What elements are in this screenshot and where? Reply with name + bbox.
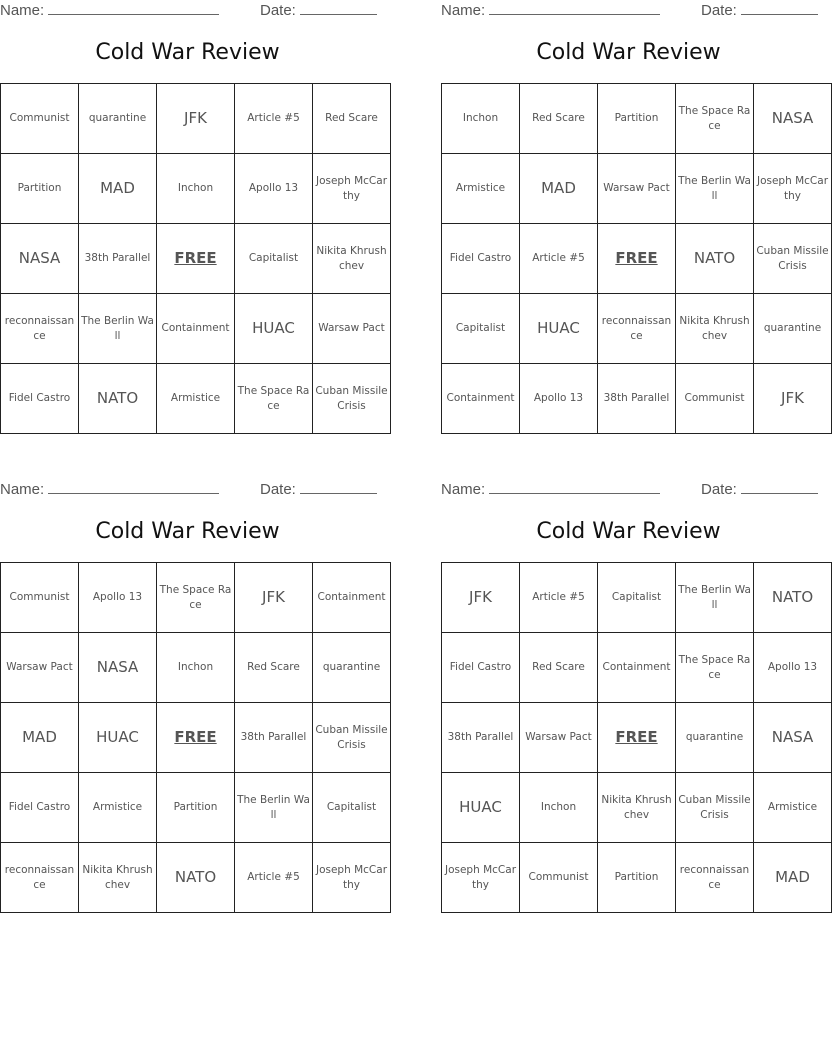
bingo-cell: Nikita Khrushchev bbox=[676, 294, 754, 364]
grid-row bbox=[1, 154, 391, 224]
name-label: Name: bbox=[0, 481, 45, 498]
bingo-cell: HUAC bbox=[79, 703, 157, 773]
grid-row bbox=[442, 563, 832, 633]
bingo-cell: Cuban Missile Crisis bbox=[313, 364, 391, 434]
bingo-cell: Joseph McCarthy bbox=[313, 843, 391, 913]
date-label: Date: bbox=[260, 2, 296, 19]
card-title: Cold War Review bbox=[536, 519, 721, 544]
bingo-cell: Communist bbox=[676, 364, 754, 434]
grid-row bbox=[1, 224, 391, 294]
bingo-cell: The Space Race bbox=[676, 633, 754, 703]
bingo-cell: MAD bbox=[1, 703, 79, 773]
bingo-cell: reconnaissance bbox=[1, 294, 79, 364]
bingo-cell: Partition bbox=[598, 84, 676, 154]
bingo-cell: Capitalist bbox=[442, 294, 520, 364]
grid-row bbox=[442, 224, 832, 294]
bingo-grid bbox=[0, 562, 391, 913]
bingo-grid bbox=[441, 83, 832, 434]
bingo-cell: Apollo 13 bbox=[520, 364, 598, 434]
name-label: Name: bbox=[0, 2, 45, 19]
bingo-cell: Armistice bbox=[157, 364, 235, 434]
date-line bbox=[741, 1, 818, 15]
bingo-cell: The Berlin Wall bbox=[235, 773, 313, 843]
bingo-cell: JFK bbox=[754, 364, 832, 434]
name-field[interactable] bbox=[0, 480, 219, 498]
grid-row bbox=[1, 633, 391, 703]
date-label: Date: bbox=[701, 481, 737, 498]
grid-row bbox=[1, 843, 391, 913]
bingo-cell: Warsaw Pact bbox=[313, 294, 391, 364]
bingo-cell: Nikita Khrushchev bbox=[313, 224, 391, 294]
bingo-cell: 38th Parallel bbox=[598, 364, 676, 434]
bingo-cell: NASA bbox=[1, 224, 79, 294]
bingo-cell: Warsaw Pact bbox=[520, 703, 598, 773]
bingo-cell: NASA bbox=[754, 703, 832, 773]
bingo-cell: reconnaissance bbox=[1, 843, 79, 913]
date-field[interactable] bbox=[701, 480, 818, 498]
bingo-cell: Communist bbox=[520, 843, 598, 913]
bingo-cell: Red Scare bbox=[520, 633, 598, 703]
name-line bbox=[48, 480, 219, 494]
card-header bbox=[0, 0, 375, 22]
grid-row bbox=[442, 773, 832, 843]
grid-row bbox=[1, 294, 391, 364]
bingo-cell: NATO bbox=[754, 563, 832, 633]
grid-row bbox=[1, 84, 391, 154]
bingo-cell: NATO bbox=[157, 843, 235, 913]
bingo-cell: Fidel Castro bbox=[442, 633, 520, 703]
grid-row bbox=[442, 364, 832, 434]
bingo-cell: Partition bbox=[157, 773, 235, 843]
name-field[interactable] bbox=[441, 1, 660, 19]
bingo-cell: Fidel Castro bbox=[442, 224, 520, 294]
bingo-cell: The Space Race bbox=[676, 84, 754, 154]
date-line bbox=[300, 480, 377, 494]
bingo-cell: Communist bbox=[1, 563, 79, 633]
bingo-cell: Nikita Khrushchev bbox=[598, 773, 676, 843]
bingo-cell: Article #5 bbox=[235, 84, 313, 154]
bingo-cell: Red Scare bbox=[235, 633, 313, 703]
bingo-grid bbox=[441, 562, 832, 913]
bingo-cell: HUAC bbox=[235, 294, 313, 364]
bingo-cell: Warsaw Pact bbox=[598, 154, 676, 224]
bingo-cell: Armistice bbox=[442, 154, 520, 224]
bingo-cell: Joseph McCarthy bbox=[754, 154, 832, 224]
bingo-cell: NASA bbox=[79, 633, 157, 703]
free-space-cell: FREE bbox=[598, 703, 676, 773]
bingo-cell: Fidel Castro bbox=[1, 364, 79, 434]
grid-row bbox=[1, 773, 391, 843]
name-field[interactable] bbox=[441, 480, 660, 498]
bingo-cell: MAD bbox=[79, 154, 157, 224]
bingo-cell: JFK bbox=[442, 563, 520, 633]
bingo-cell: The Space Race bbox=[157, 563, 235, 633]
date-field[interactable] bbox=[260, 480, 377, 498]
card-title: Cold War Review bbox=[536, 40, 721, 65]
bingo-cell: Article #5 bbox=[520, 224, 598, 294]
card-title: Cold War Review bbox=[95, 519, 280, 544]
bingo-cell: Containment bbox=[442, 364, 520, 434]
free-space-cell: FREE bbox=[598, 224, 676, 294]
bingo-grid bbox=[0, 83, 391, 434]
bingo-cell: 38th Parallel bbox=[442, 703, 520, 773]
grid-row bbox=[1, 364, 391, 434]
bingo-cell: Apollo 13 bbox=[235, 154, 313, 224]
bingo-cell: Containment bbox=[598, 633, 676, 703]
bingo-cell: JFK bbox=[157, 84, 235, 154]
bingo-cell: The Berlin Wall bbox=[676, 563, 754, 633]
grid-row bbox=[442, 154, 832, 224]
bingo-cell: MAD bbox=[754, 843, 832, 913]
bingo-cell: 38th Parallel bbox=[79, 224, 157, 294]
bingo-cell: Article #5 bbox=[235, 843, 313, 913]
name-line bbox=[489, 480, 660, 494]
grid-row bbox=[442, 294, 832, 364]
card-header bbox=[0, 479, 375, 501]
bingo-cell: Cuban Missile Crisis bbox=[676, 773, 754, 843]
bingo-cell: Capitalist bbox=[313, 773, 391, 843]
card-header bbox=[441, 479, 816, 501]
name-label: Name: bbox=[441, 2, 486, 19]
bingo-cell: Cuban Missile Crisis bbox=[313, 703, 391, 773]
bingo-cell: Nikita Khrushchev bbox=[79, 843, 157, 913]
free-space-cell: FREE bbox=[157, 703, 235, 773]
bingo-cell: quarantine bbox=[754, 294, 832, 364]
bingo-cell: Inchon bbox=[520, 773, 598, 843]
bingo-cell: quarantine bbox=[79, 84, 157, 154]
bingo-cell: Fidel Castro bbox=[1, 773, 79, 843]
grid-row bbox=[442, 843, 832, 913]
date-label: Date: bbox=[260, 481, 296, 498]
bingo-cell: Apollo 13 bbox=[754, 633, 832, 703]
bingo-cell: NASA bbox=[754, 84, 832, 154]
bingo-cell: The Space Race bbox=[235, 364, 313, 434]
date-line bbox=[741, 480, 818, 494]
bingo-cell: Article #5 bbox=[520, 563, 598, 633]
bingo-cell: Armistice bbox=[79, 773, 157, 843]
bingo-cell: Partition bbox=[598, 843, 676, 913]
bingo-cell: Warsaw Pact bbox=[1, 633, 79, 703]
bingo-cell: Capitalist bbox=[598, 563, 676, 633]
bingo-cell: Red Scare bbox=[520, 84, 598, 154]
bingo-cell: MAD bbox=[520, 154, 598, 224]
bingo-cell: HUAC bbox=[442, 773, 520, 843]
bingo-cell: Apollo 13 bbox=[79, 563, 157, 633]
bingo-cell: Inchon bbox=[442, 84, 520, 154]
bingo-cell: Capitalist bbox=[235, 224, 313, 294]
bingo-cell: Containment bbox=[157, 294, 235, 364]
bingo-cell: The Berlin Wall bbox=[676, 154, 754, 224]
bingo-cell: Partition bbox=[1, 154, 79, 224]
bingo-cell: Communist bbox=[1, 84, 79, 154]
bingo-cell: Joseph McCarthy bbox=[313, 154, 391, 224]
name-line bbox=[48, 1, 219, 15]
grid-row bbox=[1, 703, 391, 773]
bingo-cell: Inchon bbox=[157, 154, 235, 224]
bingo-cell: Inchon bbox=[157, 633, 235, 703]
bingo-cell: quarantine bbox=[676, 703, 754, 773]
name-label: Name: bbox=[441, 481, 486, 498]
bingo-cell: quarantine bbox=[313, 633, 391, 703]
bingo-cell: Red Scare bbox=[313, 84, 391, 154]
bingo-cell: The Berlin Wall bbox=[79, 294, 157, 364]
date-field[interactable] bbox=[260, 1, 377, 19]
bingo-cell: Cuban Missile Crisis bbox=[754, 224, 832, 294]
bingo-cell: Armistice bbox=[754, 773, 832, 843]
grid-row bbox=[442, 633, 832, 703]
bingo-cell: 38th Parallel bbox=[235, 703, 313, 773]
free-space-cell: FREE bbox=[157, 224, 235, 294]
name-field[interactable] bbox=[0, 1, 219, 19]
card-header bbox=[441, 0, 816, 22]
date-line bbox=[300, 1, 377, 15]
bingo-cell: Joseph McCarthy bbox=[442, 843, 520, 913]
name-line bbox=[489, 1, 660, 15]
bingo-cell: NATO bbox=[79, 364, 157, 434]
grid-row bbox=[442, 84, 832, 154]
grid-row bbox=[442, 703, 832, 773]
bingo-cell: HUAC bbox=[520, 294, 598, 364]
bingo-cell: reconnaissance bbox=[676, 843, 754, 913]
bingo-cell: JFK bbox=[235, 563, 313, 633]
date-label: Date: bbox=[701, 2, 737, 19]
card-title: Cold War Review bbox=[95, 40, 280, 65]
bingo-cell: Containment bbox=[313, 563, 391, 633]
bingo-cell: reconnaissance bbox=[598, 294, 676, 364]
date-field[interactable] bbox=[701, 1, 818, 19]
grid-row bbox=[1, 563, 391, 633]
bingo-cell: NATO bbox=[676, 224, 754, 294]
